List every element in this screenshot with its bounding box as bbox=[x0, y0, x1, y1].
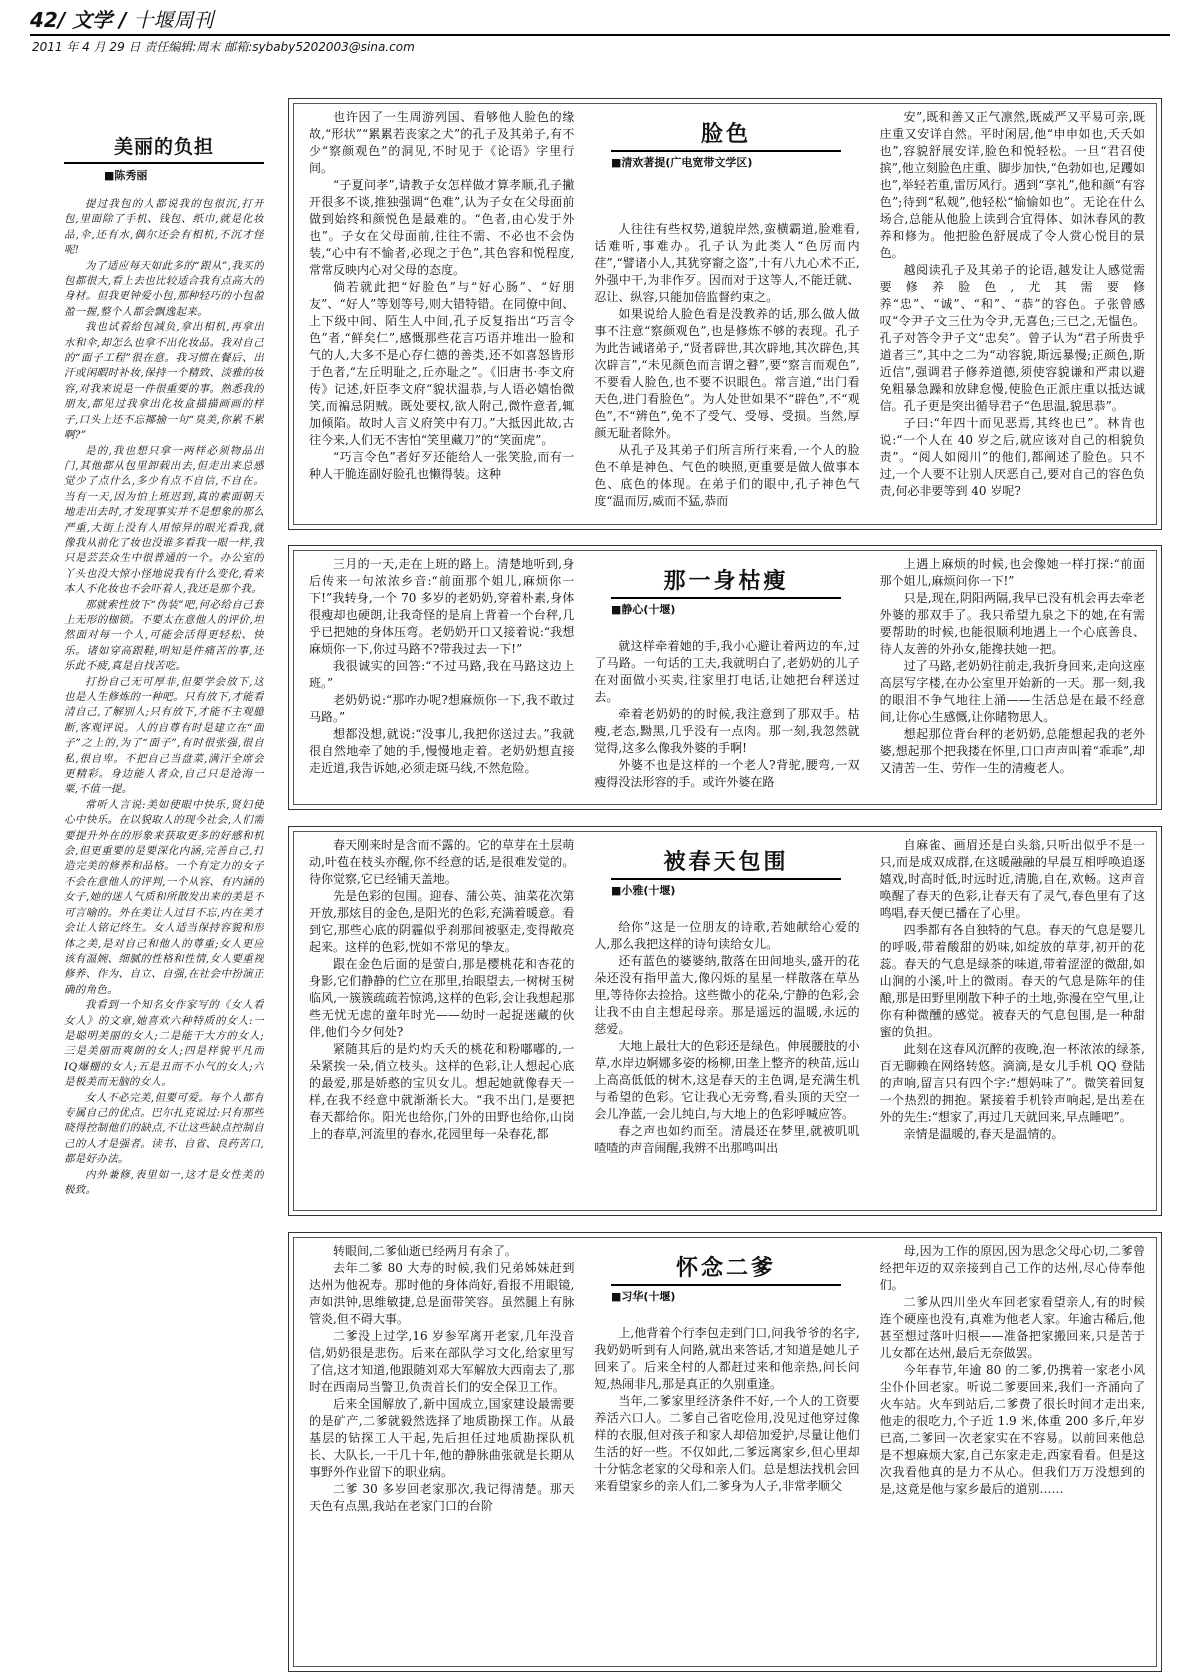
article-column bbox=[309, 109, 574, 483]
paragraph: 内外兼修,表里如一,这才是女性美的极致。 bbox=[64, 1168, 264, 1196]
article-column bbox=[309, 556, 574, 777]
article-column bbox=[880, 1243, 1145, 1498]
page-number: 42 bbox=[30, 8, 58, 32]
paragraph: 去年二爹 80 大寿的时候,我们兄弟姊妹赶到达州为他祝寿。那时他的身体尚好,看报不用眼镜,声如洪钟,思维敏捷,总是面带笑容。虽然腿上有脉管炎,但不碍大事。 bbox=[309, 1261, 575, 1326]
article-title: 那一身枯瘦 bbox=[611, 564, 841, 599]
paragraph: 二爹 30 多岁回老家那次,我记得清楚。那天天色有点黑,我站在老家门口的台阶 bbox=[309, 1482, 575, 1513]
paragraph: 给你”这是一位朋友的诗歌,若她献给心爱的人,那么我把这样的诗句读给女儿。 bbox=[594, 920, 860, 951]
paragraph: 老奶奶说:“那咋办呢?想麻烦你一下,我不敢过马路。” bbox=[309, 693, 575, 724]
paragraph: 如果说给人脸色看是没教养的话,那么做人做事不注意“察颜观色”,也是修炼不够的表现。孔子为此告诫诸弟子,“贤者辟世,其次辟地,其次辟色,其次辟言”,“未见颜色而言谓之瞽”,要“察言而观色”,不要看人脸色,也不要不识眼色。常言道,“出门看天色,进门看脸色”。为人处世如果不“辟色”,不“观色”,不“辨色”,免不了受气、受辱、受损。当然,厚颜无耻者除外。 bbox=[594, 307, 860, 440]
paragraph: 为了适应每天如此多的“跟从”,我买的包都很大,看上去也比较适合我有点高大的身材。但我更钟爱小包,那种轻巧的小包盈盈一握,整个人都会飘逸起来。 bbox=[64, 259, 264, 318]
article-column bbox=[309, 837, 574, 1143]
paragraph: 跟在金色后面的是萤白,那是樱桃花和杏花的身影,它们静静的伫立在那里,抬眼望去,一树树玉树临风,一簇簇疏疏若惊鸿,这样的色彩,会让我想起那些无忧无虑的童年时光——幼时一起捉迷藏的伙伴,他们今夕何处? bbox=[309, 957, 575, 1039]
paragraph: 当年,二爹家里经济条件不好,一个人的工资要养活六口人。二爹自己省吃俭用,没见过他穿过像样的衣服,但对孩子和家人却倍加爱护,尽量让他们生活的好一些。不仅如此,二爹远离家乡,但心里却十分惦念老家的父母和亲人们。总是想法找机会回来看望家乡的亲人们,二爹身为人子,非常孝顺父 bbox=[594, 1394, 860, 1493]
paragraph: 常听人言说:美如使眼中快乐,贤妇使心中快乐。在以貌取人的现今社会,人们需要提升外在的形象来获取更多的好感和机会,但更重要的是要深化内涵,完善自己,打造完美的修养和品格。一个有定力的女子不会在意他人的评判,一个从容、有内涵的女子,她的迷人气质和所散发出来的美是不可言喻的。外在美让人过目不忘,内在美才会让人铭记终生。女人适当保持容貌和形体之美,是对自己和他人的尊重;女人更应该有温婉、细腻的性格和性情,女人要重视修养、作为、自立、自强,在社会中扮演正确的角色。 bbox=[64, 798, 264, 996]
paragraph: 三月的一天,走在上班的路上。清楚地听到,身后传来一句浓浓乡音:“前面那个姐儿,麻烦你一下!”我转身,一个 70 多岁的老奶奶,穿着朴素,身体很瘦却也硬朗,让我奇怪的是肩上背着一个台秤,几乎已把她的身体压弯。老奶奶开口又接着说:“我想麻烦你一下,你过马路不?带我过去一下!” bbox=[309, 557, 575, 656]
paragraph: 子曰:“年四十而见恶焉,其终也已”。林肯也说:“一个人在 40 岁之后,就应该对自己的相貌负责”。“阅人如阅川”的他们,都阐述了脸色。只不过,一个人要不让别人厌恶自己,要对自己的容色负责,何必非要等到 40 岁呢? bbox=[879, 416, 1145, 498]
article-column bbox=[594, 638, 859, 791]
article-lianse bbox=[288, 98, 1162, 530]
paragraph: 紧随其后的是灼灼夭夭的桃花和粉嘟嘟的,一朵紧挨一朵,俏立枝头。这样的色彩,让人想起心底的最爱,那是娇憨的宝贝女儿。想起她就像春天一样,在我不经意中就渐渐长大。“我不出门,是要把春天都给你。阳光也给你,门外的田野也给你,山岗上的春草,河流里的春水,花园里每一朵春花,都 bbox=[309, 1042, 575, 1141]
paragraph: 上,他背着个行李包走到门口,问我爷爷的名字,我奶奶听到有人问路,就出来答话,才知道是她儿子回来了。后来全村的人都赶过来和他亲热,问长问短,热闹非凡,那是真正的久别重逢。 bbox=[594, 1326, 860, 1391]
paragraph: 想起那位背台秤的老奶奶,总能想起我的老外婆,想起那个把我搂在怀里,口口声声叫着“乖乖”,却又清苦一生、劳作一生的清瘦老人。 bbox=[879, 727, 1145, 775]
email: 邮箱:sybaby5202003@sina.com bbox=[224, 40, 415, 54]
paragraph: 我看到一个知名女作家写的《女人看女人》的文章,她喜欢六种特质的女人:一是聪明美丽的女人;二是能干大方的女人;三是美丽而爽朗的女人;四是样貌平凡而IQ爆棚的女人;五是丑而不小气的女人;六是极美而无脑的女人。 bbox=[64, 999, 264, 1089]
slash: / bbox=[57, 8, 73, 32]
paragraph: 今年春节,年逾 80 的二爹,仍携着一家老小风尘仆仆回老家。听说二爹要回来,我们一齐涌向了火车站。火车到站后,二爹费了很长时间才走出来,他走的很吃力,个子近 1.9 米,体重 200 多斤,年岁已高,二爹回一次老家实在不容易。以前回来他总是不想麻烦大家,自己东家走走,西家看看。但是这次我看他真的是力不从心。但我们万万没想到的是,这竟是他与家乡最后的道别…… bbox=[879, 1363, 1145, 1496]
paragraph: 二爹从四川坐火车回老家看望亲人,有的时候连个硬座也没有,真难为他老人家。年逾古稀后,他甚至想过落叶归根——准备把家搬回来,只是苦于儿女都在达州,最后无奈做罢。 bbox=[879, 1295, 1145, 1360]
paragraph: 安”,既和善又正气凛然,既威严又平易可亲,既庄重又安详自然。平时闲居,他“申申如也,夭夭如也”,容貌舒展安详,脸色和悦轻松。一旦“君召使摈”,他立刻脸色庄重、脚步加快,“色勃如也,足躩如也”,举轻若重,雷厉风行。遇到“享礼”,他和颜“有容色”;待到“私觌”,他轻松“愉愉如也”。无论在什么场合,总能从他脸上读到合宜得体、如沐春风的教养和修为。他把脸色舒展成了令人赏心悦目的景色。 bbox=[879, 110, 1145, 260]
paragraph: “巧言令色”者好歹还能给人一张笑脸,而有一种人干脆连副好脸孔也懒得装。这种 bbox=[309, 450, 575, 481]
subline bbox=[32, 38, 415, 55]
article-body bbox=[309, 556, 1145, 799]
article-column bbox=[309, 1243, 574, 1515]
editor: 责任编辑:周末 bbox=[144, 40, 221, 54]
article-body bbox=[309, 1243, 1145, 1661]
article-column bbox=[880, 837, 1145, 1143]
paragraph: 先是色彩的包围。迎春、蒲公英、油菜花次第开放,那炫目的金色,是阳光的色彩,充满着暖意。看到它,那些心底的阴霾似乎刹那间被驱走,变得敞亮起来。这样的色彩,恍如不常见的挚友。 bbox=[309, 889, 575, 954]
left-article-author: ■陈秀丽 bbox=[104, 169, 148, 182]
paragraph: 上遇上麻烦的时候,也会像她一样打探:“前面那个姐儿,麻烦问你一下!” bbox=[879, 557, 1145, 588]
paragraph: 大地上最壮大的色彩还是绿色。伸展腰肢的小草,水岸边婀娜多姿的杨柳,田垄上整齐的秧苗,远山上高高低低的树木,这是春天的主色调,是充满生机与希望的色彩。它让我心无旁骛,看头顶的天空一会儿净蓝,一会儿纯白,与大地上的色彩呼喊应答。 bbox=[594, 1039, 860, 1121]
article-title: 怀念二爹 bbox=[611, 1251, 841, 1286]
paragraph: 想都没想,就说:“没事儿,我把你送过去。”我就很自然地牵了她的手,慢慢地走着。老奶奶想直接走近道,我告诉她,必须走斑马线,不然危险。 bbox=[309, 727, 575, 775]
article-column bbox=[594, 919, 859, 1157]
paragraph: 提过我包的人都说我的包很沉,打开包,里面除了手机、钱包、纸巾,就是化妆品,伞,还有水,偶尔还会有相机,不沉才怪呢! bbox=[64, 198, 264, 257]
paper-name: 十堰周刊 bbox=[133, 8, 214, 32]
paragraph: 从孔子及其弟子们所言所行来看,一个人的脸色不单是神色、气色的映照,更重要是做人做事本色、底色的体现。在弟子们的眼中,孔子神色气度“温而厉,威而不猛,恭而 bbox=[594, 443, 860, 508]
paragraph: 也许因了一生周游列国、看够他人脸色的缘故,“形状”“累累若丧家之犬”的孔子及其弟子,有不少“察颜观色”的洞见,不时见于《论语》字里行间。 bbox=[309, 110, 575, 175]
paragraph: 后来全国解放了,新中国成立,国家建设最需要的是矿产,二爹就毅然选择了地质勘探工作。从最基层的钻探工人干起,先后担任过地质勘探队机长、大队长,一干几十年,他的静脉曲张就是长期从事野外作业留下的职业病。 bbox=[309, 1397, 575, 1479]
paragraph: 倘若就此把“好脸色”与“好心肠”、“好朋友”、“好人”等划等号,则大错特错。在同僚中间、上下级中间、陌生人中间,孔子反复指出“巧言令色”者,“鲜矣仁”,感慨那些花言巧语并堆出一脸和气的人,大多不是心存仁德的善类,还不如喜怒皆形于色者,“左丘明耻之,丘亦耻之”。《旧唐书·李文府传》记述,奸臣李文府“貌状温恭,与人语必嬉怡微笑,而褊忌阴贼。既处要权,欲人附己,微忤意者,辄加倾陷。故时人言义府笑中有刀。”大抵因此故,古往今来,人们无不害怕“笑里藏刀”的“笑面虎”。 bbox=[309, 280, 575, 447]
paragraph: “子夏问孝”,请教子女怎样做才算孝顺,孔子撇开很多不谈,推独强调“色难”,认为子女在父母面前做到始终和颜悦色是最难的。“色者,由心发于外也”。子女在父母面前,往往不需、不必也不会伪装,“心中有不愉者,必现之于色”,其色容和悦程度,常常反映内心对父母的态度。 bbox=[309, 178, 575, 277]
paragraph: 人往往有些权势,道貌岸然,蛮横霸道,脸难看,话难听,事难办。孔子认为此类人“色厉而内荏”,“譬诸小人,其犹穿窬之盗”,十有八九心术不正,外强中干,为非作歹。因而对于这等人,不能迁就、忍让、纵容,只能加倍监督约束之。 bbox=[594, 222, 860, 304]
article-body bbox=[309, 837, 1145, 1205]
paragraph: 越阅读孔子及其弟子的论语,越发让人感觉需要修养脸色,尤其需要修养“忠”、“诚”、“和”、“恭”的容色。子张曾感叹“令尹子文三仕为令尹,无喜色;三已之,无愠色。孔子对答令尹子文“忠矣”。曾子认为“君子所贵乎道者三”,其中之二为“动容貌,斯远暴慢;正颜色,斯近信”,强调君子修养道德,须使容貌谦和严肃以避免粗暴急躁和放肆怠慢,使脸色正派庄重以抵达诚信。孔子更是突出循导君子“色思温,貌思恭”。 bbox=[879, 263, 1145, 413]
paragraph: 就这样牵着她的手,我小心避让着两边的车,过了马路。一句话的工夫,我就明白了,老奶奶的儿子在对面做小买卖,往家里打电话,让她把台秤送过去。 bbox=[594, 639, 860, 704]
paragraph: 二爹没上过学,16 岁参军离开老家,几年没音信,奶奶很是悲伤。后来在部队学习文化,给家里写了信,这才知道,他跟随刘邓大军解放大西南去了,那时在西南局当警卫,负责首长们的安全保卫工作。 bbox=[309, 1329, 575, 1394]
paragraph: 那就索性放下“伪装”吧,何必给自己套上无形的枷锁。不要太在意他人的评价,坦然面对每一个人,可能会活得更轻松、快乐。诸如穿高跟鞋,明知是件痛苦的事,还乐此不疲,真是自找苦吃。 bbox=[64, 598, 264, 673]
article-author: ■习华(十堰) bbox=[611, 1290, 676, 1303]
paragraph: 打扮自己无可厚非,但要学会放下,这也是人生修炼的一种吧。只有放下,才能看清自己,了解别人;只有放下,才能不主观臆断,客观评说。人的自尊有时是建立在“面子”之上的,为了“面子”,有时很张强,很自私,很自卑。不把自己当盘菜,满汗全席会更精彩。身边能人者众,自己只是沧海一粟,不值一提。 bbox=[64, 675, 264, 796]
issue-date: 2011 年 4 月 29 日 bbox=[32, 40, 141, 54]
paragraph: 亲情是温暖的,春天是温情的。 bbox=[903, 1127, 1064, 1141]
paragraph: 四季都有各自独特的气息。春天的气息是婴儿的呼吸,带着酸甜的奶味,如绽放的草芽,初开的花蕊。春天的气息是绿茶的味道,带着涩涩的微甜,如山涧的小溪,叶上的微雨。春天的气息是陈年的佳酿,那是田野里刚散下种子的土地,弥漫在空气里,让你有种微醺的感觉。被春天的气息包围,是一种甜蜜的负担。 bbox=[879, 923, 1145, 1039]
article-huainianerdie bbox=[288, 1232, 1162, 1672]
paragraph: 转眼间,二爹仙逝已经两月有余了。 bbox=[333, 1244, 517, 1258]
paragraph: 我很诚实的回答:“不过马路,我在马路这边上班。” bbox=[309, 659, 575, 690]
paragraph: 我也试着给包减负,拿出相机,再拿出水和伞,却怎么也拿不出化妆品。我对自己的“面子工程”很在意。我习惯在餐后、出汗或闲暇时补妆,保持一个精致、淡雅的妆容,对我来说是一件很重要的事。熟悉我的朋友,都见过我拿出化妆盒描描画画的样子,口头上还不忘揶揄一句“臭美,你累不累啊?” bbox=[64, 321, 264, 442]
masthead: 42/ 文学 / 十堰周刊 bbox=[30, 4, 1170, 34]
article-author: ■静心(十堰) bbox=[611, 603, 676, 616]
left-article-body bbox=[64, 197, 264, 1198]
paragraph: 外婆不也是这样的一个老人?背驼,腰弯,一双瘦得没法形容的手。或许外婆在路 bbox=[594, 758, 860, 789]
left-article bbox=[64, 132, 264, 1672]
article-column bbox=[594, 221, 859, 510]
paragraph: 春之声也如约而至。清晨还在梦里,就被叽叽喳喳的声音闹醒,我辨不出那鸣叫出 bbox=[594, 1124, 860, 1155]
article-nayishenkushou bbox=[288, 545, 1162, 810]
masthead-rule bbox=[30, 34, 1170, 36]
article-title: 脸色 bbox=[611, 117, 841, 152]
article-beichuntianbaowei bbox=[288, 826, 1162, 1216]
paragraph: 女人不必完美,但要可爱。每个人都有专属自己的优点。巴尔扎克说过:只有那些晓得控制他们的缺点,不让这些缺点控制自己的人才是强者。读书、自省、良药苦口,都是好办法。 bbox=[64, 1091, 264, 1166]
paragraph: 只是,现在,阴阳两隔,我早已没有机会再去牵老外婆的那双手了。我只希望九泉之下的她,在有需要帮助的时候,也能很顺利地遇上一个心底善良、待人友善的外孙女,能搀扶她一把。 bbox=[879, 591, 1145, 656]
paragraph: 牵着老奶奶的的时候,我注意到了那双手。枯瘦,老态,黝黑,几乎没有一点肉。那一刻,我忽然就觉得,这多么像我外婆的手啊! bbox=[594, 707, 860, 755]
paragraph: 还有蓝色的婆婆纳,散落在田间地头,盛开的花朵还没有指甲盖大,像闪烁的星星一样散落在草丛里,等待你去捡拾。这些微小的花朵,宁静的色彩,会让我不由自主想起母亲。那是遥远的温暖,永远的慈爱。 bbox=[594, 954, 860, 1036]
article-column bbox=[594, 1325, 859, 1495]
section-name: 文学 bbox=[72, 8, 113, 32]
paragraph: 母,因为工作的原因,因为思念父母心切,二爹曾经把年迈的双亲接到自己工作的达州,尽心侍奉他们。 bbox=[879, 1244, 1145, 1292]
paragraph: 春天刚来时是含而不露的。它的草芽在土层萌动,叶苞在枝头亦醒,你不经意的话,是很难发觉的。待你觉察,它已经铺天盖地。 bbox=[309, 838, 575, 886]
article-column bbox=[880, 556, 1145, 777]
paragraph: 自麻雀、画眉还是白头翁,只听出似乎不是一只,而是成双成群,在这暖融融的早晨互相呼唤追逐嬉戏,时高时低,时远时近,清脆,自在,欢畅。这声音唤醒了春天的色彩,让春天有了灵气,春色里有了这鸣唱,春天便已播在了心里。 bbox=[879, 838, 1145, 920]
paragraph: 是的,我也想只拿一两样必须物品出门,其他都从包里卸载出去,但走出来总感觉少了点什么,多少有点不自信,不自在。当有一天,因为怕上班迟到,真的素面朝天地走出去时,才发现事实并不是想象的那么严重,大街上没有人用惊异的眼光看我,就像我从前化了妆也没谁多看我一眼一样,我只是芸芸众生中很普通的一个。办公室的丫头也没大惊小怪地说我有什么变化,看来本人不化妆也不会吓着人,我还是那个我。 bbox=[64, 444, 264, 596]
article-author: ■小雅(十堰) bbox=[611, 884, 676, 897]
paragraph: 此刻在这春风沉醉的夜晚,泡一杯浓浓的绿茶,百无聊赖在网络转悠。滴滴,是女儿手机 QQ 登陆的声响,留言只有四个字:“想妈味了”。微笑着回复一个热烈的拥抱。紧接着手机铃声响起,是出差在外的先生:“想家了,再过几天就回来,早点睡吧”。 bbox=[879, 1042, 1145, 1124]
paragraph: 过了马路,老奶奶往前走,我折身回来,走向这座高层写字楼,在办公室里开始新的一天。那一刻,我的眼泪不争气地往上涌——生活总是在最不经意间,让你心生感慨,让你睹物思人。 bbox=[879, 659, 1145, 724]
left-article-title: 美丽的负担 bbox=[64, 132, 264, 164]
article-title: 被春天包围 bbox=[611, 845, 841, 880]
article-column bbox=[880, 109, 1145, 500]
article-author: ■清欢著提(广电宽带文学区) bbox=[611, 156, 753, 169]
article-body bbox=[309, 109, 1145, 519]
